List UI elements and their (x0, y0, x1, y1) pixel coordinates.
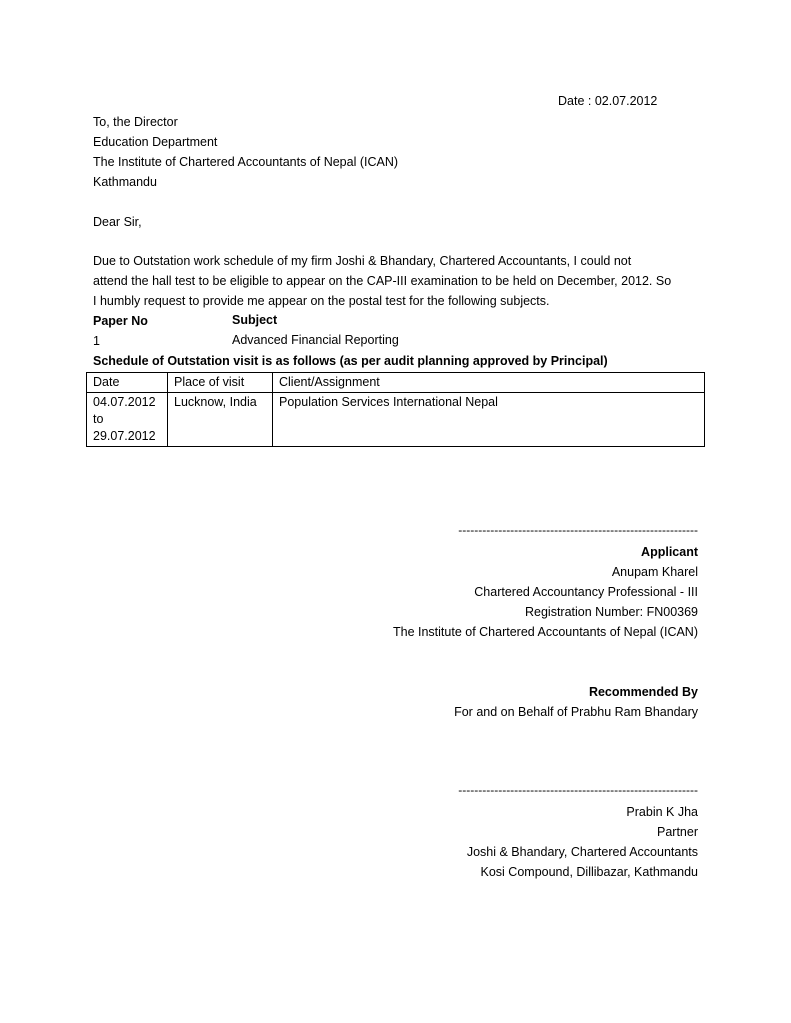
address-line-2: Education Department (93, 135, 218, 149)
salutation: Dear Sir, (93, 215, 142, 229)
cell-client: Population Services International Nepal (273, 393, 705, 447)
signatory-firm: Joshi & Bhandary, Chartered Accountants (466, 845, 698, 859)
cell-place: Lucknow, India (168, 393, 273, 447)
schedule-table (86, 372, 705, 447)
address-line-1: To, the Director (93, 115, 178, 129)
address-line-3: The Institute of Chartered Accountants of Nepal (ICAN) (93, 155, 399, 169)
header-client: Client/Assignment (273, 373, 705, 393)
letter-date: Date : 02.07.2012 (558, 94, 658, 108)
applicant-name: Anupam Kharel (611, 565, 698, 579)
recommended-behalf: For and on Behalf of Prabhu Ram Bhandary (454, 705, 698, 719)
date-from: 04.07.2012 (93, 395, 156, 409)
body-line-1: Due to Outstation work schedule of my firm Joshi & Bhandary, Chartered Accountants, I could not (93, 254, 632, 268)
applicant-signature-line: ------------------------------------------------------------ (458, 523, 698, 537)
cell-date (87, 393, 168, 447)
paper-no-value: 1 (93, 334, 100, 348)
schedule-heading: Schedule of Outstation visit is as follows (as per audit planning approved by Principal) (93, 354, 608, 368)
body-line-3: I humbly request to provide me appear on the postal test for the following subjects. (93, 294, 550, 308)
date-to: 29.07.2012 (93, 429, 156, 443)
signatory-name: Prabin K Jha (626, 805, 698, 819)
header-place: Place of visit (168, 373, 273, 393)
body-line-2: attend the hall test to be eligible to appear on the CAP-III examination to be held on December, 2012. So (93, 274, 672, 288)
subject-value: Advanced Financial Reporting (232, 333, 399, 347)
signatory-address: Kosi Compound, Dillibazar, Kathmandu (480, 865, 698, 879)
recommended-title: Recommended By (588, 685, 698, 699)
date-to-word: to (93, 412, 104, 426)
subject-header: Subject (232, 313, 278, 327)
address-line-4: Kathmandu (93, 175, 157, 189)
signatory-role: Partner (657, 825, 698, 839)
applicant-institute: The Institute of Chartered Accountants of Nepal (ICAN) (392, 625, 698, 639)
applicant-level: Chartered Accountancy Professional - III (474, 585, 698, 599)
table-header-row (87, 373, 705, 393)
paper-no-header: Paper No (93, 314, 148, 328)
signatory-signature-line: ------------------------------------------------------------ (458, 783, 698, 797)
header-date: Date (87, 373, 168, 393)
applicant-title: Applicant (641, 545, 698, 559)
applicant-registration: Registration Number: FN00369 (525, 605, 698, 619)
table-row (87, 393, 705, 447)
